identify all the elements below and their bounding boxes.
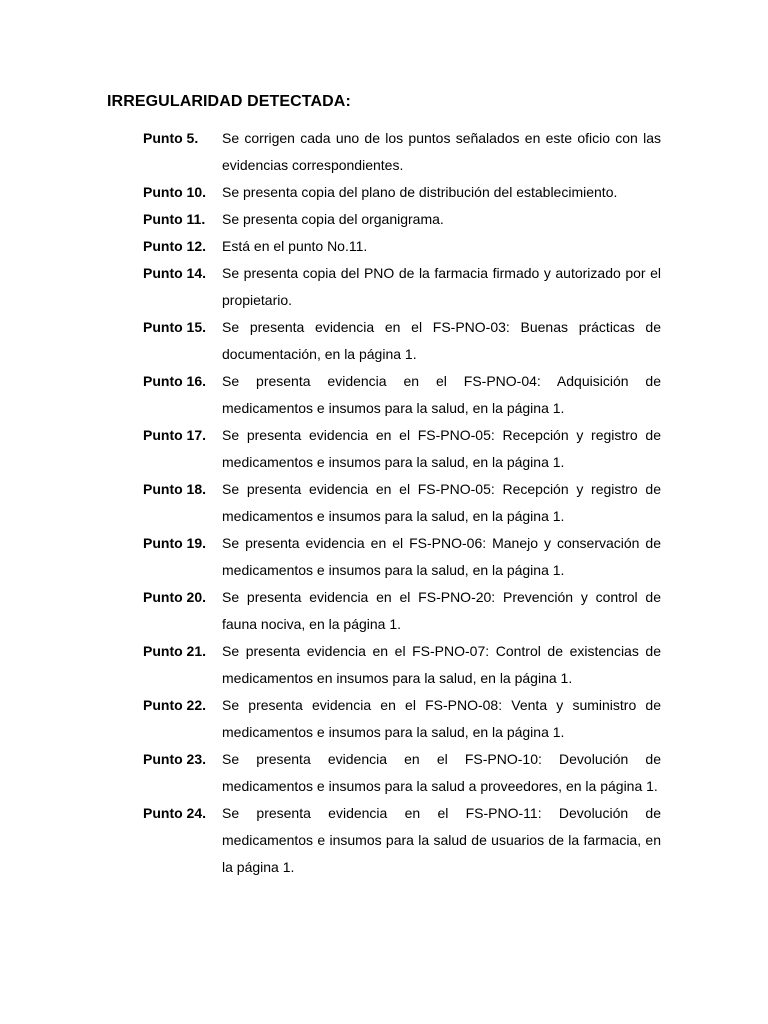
item-text: Se presenta evidencia en el FS-PNO-10: Devolución de medicamentos e insumos para la salud a proveedores, en la página 1. xyxy=(222,751,661,794)
item-text: Se presenta evidencia en el FS-PNO-11: Devolución de medicamentos e insumos para la salud de usuarios de la farmacia, en la página 1. xyxy=(222,805,661,875)
item-text: Está en el punto No.11. xyxy=(222,238,368,254)
item-label: Punto 15. xyxy=(143,319,207,335)
item-text: Se presenta evidencia en el FS-PNO-03: Buenas prácticas de documentación, en la página 1. xyxy=(222,319,661,362)
item-label: Punto 21. xyxy=(143,643,207,659)
list-item xyxy=(143,800,661,881)
item-label: Punto 17. xyxy=(143,427,207,443)
list-item xyxy=(143,206,661,233)
list-item xyxy=(143,260,661,314)
item-text: Se presenta copia del organigrama. xyxy=(222,211,444,227)
list-item xyxy=(143,125,661,179)
item-label: Punto 18. xyxy=(143,481,207,497)
item-text: Se presenta evidencia en el FS-PNO-05: Recepción y registro de medicamentos e insumos para la salud, en la página 1. xyxy=(222,481,661,524)
item-label: Punto 22. xyxy=(143,697,207,713)
list-item xyxy=(143,368,661,422)
item-text: Se presenta copia del plano de distribución del establecimiento. xyxy=(222,184,618,200)
item-label: Punto 12. xyxy=(143,238,207,254)
list-item xyxy=(143,179,661,206)
item-label: Punto 16. xyxy=(143,373,207,389)
item-label: Punto 20. xyxy=(143,589,207,605)
item-label: Punto 19. xyxy=(143,535,207,551)
item-text: Se presenta evidencia en el FS-PNO-07: Control de existencias de medicamentos en insumos para la salud, en la página 1. xyxy=(222,643,661,686)
list-item xyxy=(143,476,661,530)
list-item xyxy=(143,584,661,638)
list-item xyxy=(143,638,661,692)
section-heading: IRREGULARIDAD DETECTADA: xyxy=(107,93,351,110)
list-item xyxy=(143,422,661,476)
item-text: Se presenta evidencia en el FS-PNO-20: Prevención y control de fauna nociva, en la página 1. xyxy=(222,589,661,632)
item-label: Punto 23. xyxy=(143,751,207,767)
list-item xyxy=(143,692,661,746)
list-item xyxy=(143,746,661,800)
list-item xyxy=(143,314,661,368)
item-text: Se presenta evidencia en el FS-PNO-05: Recepción y registro de medicamentos e insumos para la salud, en la página 1. xyxy=(222,427,661,470)
item-label: Punto 11. xyxy=(143,211,206,227)
item-label: Punto 14. xyxy=(143,265,207,281)
item-text: Se presenta evidencia en el FS-PNO-06: Manejo y conservación de medicamentos e insumos para la salud, en la página 1. xyxy=(222,535,661,578)
item-text: Se presenta evidencia en el FS-PNO-08: Venta y suministro de medicamentos e insumos para la salud, en la página 1. xyxy=(222,697,661,740)
item-label: Punto 24. xyxy=(143,805,207,821)
item-text: Se presenta copia del PNO de la farmacia firmado y autorizado por el propietario. xyxy=(222,265,661,308)
item-label: Punto 10. xyxy=(143,184,207,200)
item-list xyxy=(143,125,661,881)
item-text: Se corrigen cada uno de los puntos señalados en este oficio con las evidencias correspondientes. xyxy=(222,130,661,173)
list-item xyxy=(143,530,661,584)
list-item xyxy=(143,233,661,260)
item-text: Se presenta evidencia en el FS-PNO-04: Adquisición de medicamentos e insumos para la salud, en la página 1. xyxy=(222,373,661,416)
item-label: Punto 5. xyxy=(143,130,199,146)
